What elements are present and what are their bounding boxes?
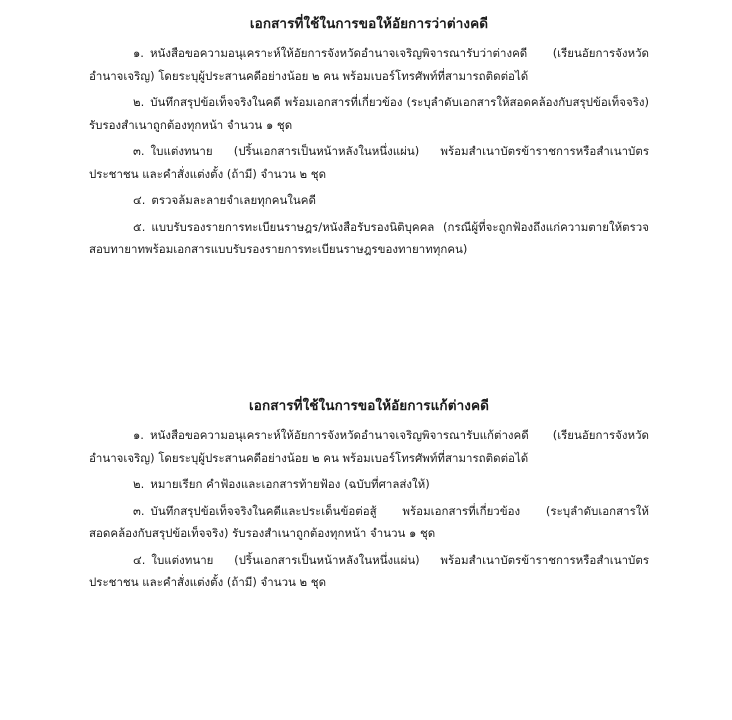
item-text: หนังสือขอความอนุเคราะห์ให้อัยการจังหวัดอำนาจเจริญพิจารณารับแก้ต่างคดี (เรียนอัยการจังหวัดอำนาจเจริญ) โดยระบุผู้ประสานคดีอย่างน้อย ๒ คน พร้อมเบอร์โทรศัพท์ที่สามารถติดต่อได้ xyxy=(89,428,649,465)
item-text: ตรวจล้มละลายจำเลยทุกคนในคดี xyxy=(151,193,316,207)
list-item xyxy=(89,189,649,212)
list-item xyxy=(89,91,649,136)
item-text: ใบแต่งทนาย (ปริ้นเอกสารเป็นหน้าหลังในหนึ่งแผ่น) พร้อมสำเนาบัตรข้าราชการหรือสำเนาบัตรประชาชน และคำสั่งแต่งตั้ง (ถ้ามี) จำนวน ๒ ชุด xyxy=(89,144,649,181)
item-text: หนังสือขอความอนุเคราะห์ให้อัยการจังหวัดอำนาจเจริญพิจารณารับว่าต่างคดี (เรียนอัยการจังหวัดอำนาจเจริญ) โดยระบุผู้ประสานคดีอย่างน้อย ๒ คน พร้อมเบอร์โทรศัพท์ที่สามารถติดต่อได้ xyxy=(89,46,649,83)
section-prosecution-documents xyxy=(89,14,649,265)
item-text: บันทึกสรุปข้อเท็จจริงในคดี พร้อมเอกสารที่เกี่ยวข้อง (ระบุลำดับเอกสารให้สอดคล้องกับสรุปข้อเท็จจริง) รับรองสำเนาถูกต้องทุกหน้า จำนวน ๑ ชุด xyxy=(89,95,649,132)
section-title: เอกสารที่ใช้ในการขอให้อัยการแก้ต่างคดี xyxy=(249,398,489,414)
list-item xyxy=(89,140,649,185)
list-item xyxy=(89,473,649,496)
section-defense-documents xyxy=(89,396,649,598)
section-title: เอกสารที่ใช้ในการขอให้อัยการว่าต่างคดี xyxy=(249,16,489,32)
list-item xyxy=(89,549,649,594)
list-item xyxy=(89,42,649,87)
item-number: ๔. xyxy=(133,552,146,567)
list-item xyxy=(89,424,649,469)
list-item xyxy=(89,216,649,261)
item-number: ๓. xyxy=(133,503,145,518)
item-text: หมายเรียก คำฟ้องและเอกสารท้ายฟ้อง (ฉบับที่ศาลส่งให้) xyxy=(150,477,430,491)
item-number: ๒. xyxy=(133,477,145,491)
item-number: ๕. xyxy=(133,219,146,234)
item-number: ๓. xyxy=(133,144,145,158)
list-item xyxy=(89,500,649,545)
item-number: ๒. xyxy=(133,95,145,109)
item-text: บันทึกสรุปข้อเท็จจริงในคดีและประเด็นข้อต่อสู้ พร้อมเอกสารที่เกี่ยวข้อง (ระบุลำดับเอกสารให้สอดคล้องกับสรุปข้อเท็จจริง) รับรองสำเนาถูกต้องทุกหน้า จำนวน ๑ ชุด xyxy=(89,503,649,540)
item-number: ๑. xyxy=(133,428,144,442)
item-text: ใบแต่งทนาย (ปริ้นเอกสารเป็นหน้าหลังในหนึ่งแผ่น) พร้อมสำเนาบัตรข้าราชการหรือสำเนาบัตรประชาชน และคำสั่งแต่งตั้ง (ถ้ามี) จำนวน ๒ ชุด xyxy=(89,552,649,589)
item-text: แบบรับรองรายการทะเบียนราษฎร/หนังสือรับรองนิติบุคคล (กรณีผู้ที่จะถูกฟ้องถึงแก่ความตายให้ตรวจสอบทายาทพร้อมเอกสารแบบรับรองรายการทะเบียนราษฎรของทายาททุกคน) xyxy=(89,219,649,256)
item-number: ๑. xyxy=(133,46,144,60)
item-number: ๔. xyxy=(133,193,146,207)
